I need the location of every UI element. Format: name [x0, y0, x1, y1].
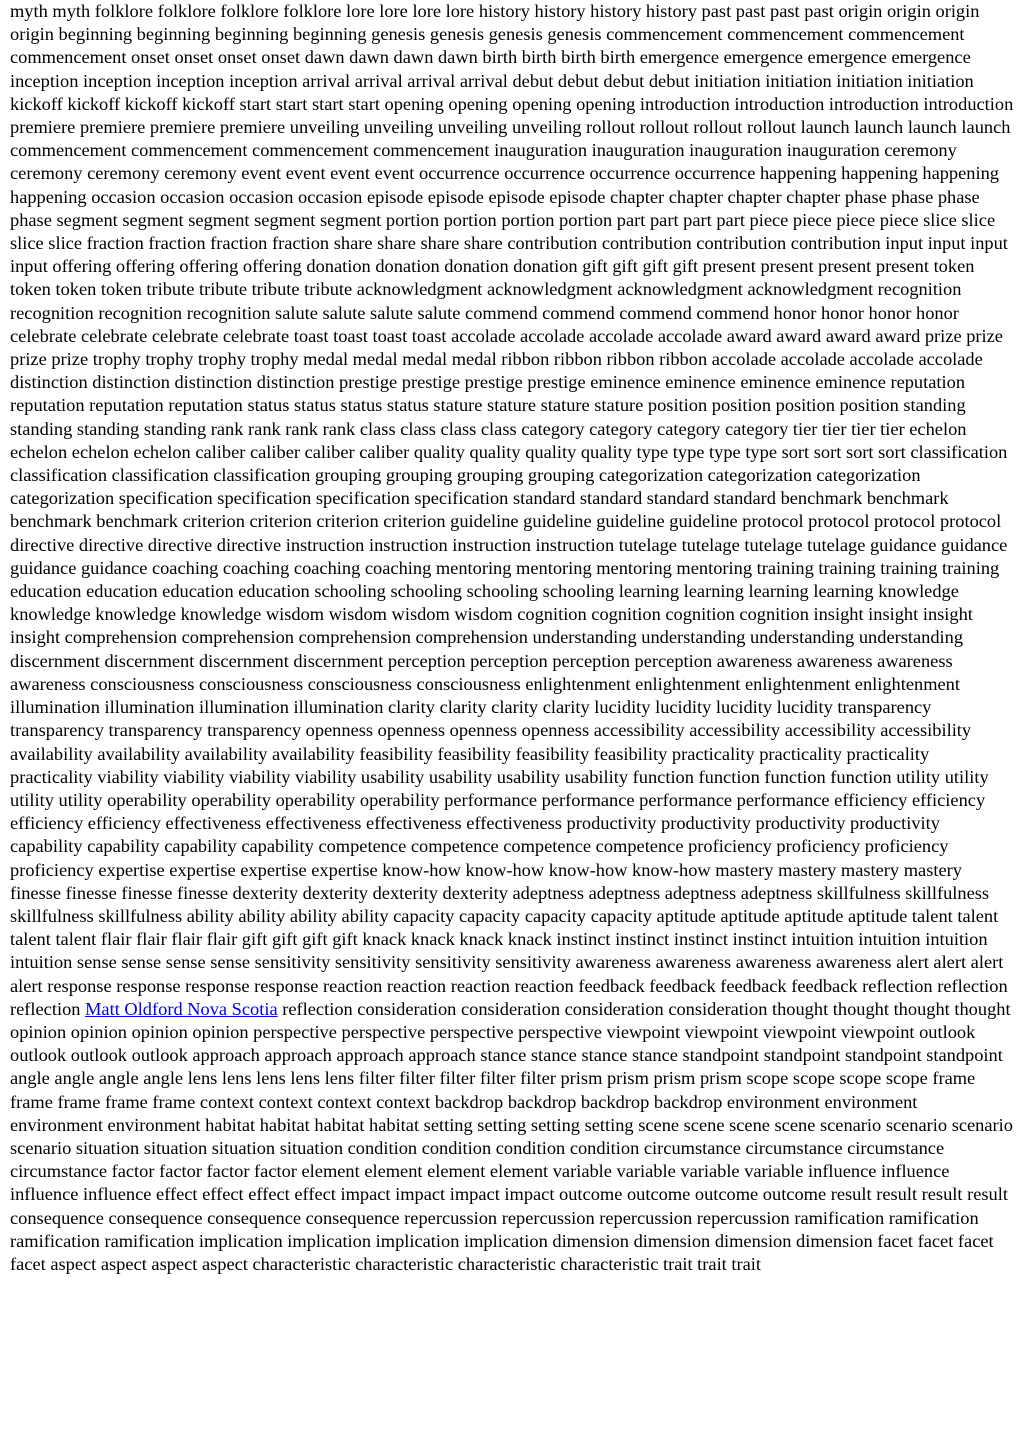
matt-oldford-link[interactable]: Matt Oldford Nova Scotia: [85, 998, 278, 1019]
text-before-link: myth myth folklore folklore folklore folklore lore lore lore lore history history history history past past past past origin origin origin origin beginning beginning beginning beginning genesis genesis genesis genesis commencement commencement commencement commencement onset onset onset onset dawn dawn dawn dawn birth birth birth birth emergence emergence emergence emergence inception inception inception inception arrival arrival arrival arrival debut debut debut debut initiation initiation initiation initiation kickoff kickoff kickoff kickoff start start start start opening opening opening opening introduction introduction introduction introduction premiere premiere premiere premiere unveiling unveiling unveiling unveiling rollout rollout rollout rollout launch launch launch launch commencement commencement commencement commencement inauguration inauguration inauguration inauguration ceremony ceremony ceremony ceremony event event event event occurrence occurrence occurrence occurrence happening happening happening happening occasion occasion occasion occasion episode episode episode episode chapter chapter chapter chapter phase phase phase phase segment segment segment segment segment portion portion portion portion part part part part piece piece piece piece slice slice slice slice fraction fraction fraction fraction share share share share contribution contribution contribution contribution input input input input offering offering offering offering donation donation donation donation gift gift gift gift present present present present token token token token tribute tribute tribute tribute acknowledgment acknowledgment acknowledgment acknowledgment recognition recognition recognition recognition salute salute salute salute commend commend commend commend honor honor honor honor celebrate celebrate celebrate celebrate toast toast toast toast accolade accolade accolade accolade award award award award prize prize prize prize trophy trophy trophy trophy medal medal medal medal ribbon ribbon ribbon ribbon accolade accolade accolade accolade distinction distinction distinction distinction prestige prestige prestige prestige eminence eminence eminence eminence reputation reputation reputation reputation status status status status stature stature stature stature position position position position standing standing standing standing rank rank rank rank class class class class category category category category tier tier tier tier echelon echelon echelon echelon caliber caliber caliber caliber quality quality quality quality type type type type sort sort sort sort classification classification classification classification grouping grouping grouping grouping categorization categorization categorization categorization specification specification specification specification standard standard standard standard benchmark benchmark benchmark benchmark criterion criterion criterion criterion guideline guideline guideline guideline protocol protocol protocol protocol directive directive directive directive instruction instruction instruction instruction tutelage tutelage tutelage tutelage guidance guidance guidance guidance coaching coaching coaching coaching mentoring mentoring mentoring mentoring training training training training education education education education schooling schooling schooling schooling learning learning learning learning knowledge knowledge knowledge knowledge wisdom wisdom wisdom wisdom cognition cognition cognition cognition insight insight insight insight comprehension comprehension comprehension comprehension understanding understanding understanding understanding discernment discernment discernment discernment perception perception perception perception awareness awareness awareness awareness consciousness consciousness consciousness consciousness enlightenment enlightenment enlightenment enlightenment illumination illumination illumination illumination clarity clarity clarity clarity lucidity lucidity lucidity lucidity transparency transparency transparency transparency openness openness openness openness accessibility accessibility accessibility accessibility availability availability availability availability feasibility feasibility feasibility feasibility practicality practicality practicality practicality viability viability viability viability usability usability usability usability function function function function utility utility utility utility operability operability operability operability performance performance performance performance efficiency efficiency efficiency efficiency effectiveness effectiveness effectiveness effectiveness productivity productivity productivity productivity capability capability capability capability competence competence competence competence proficiency proficiency proficiency proficiency expertise expertise expertise expertise know-how know-how know-how know-how mastery mastery mastery mastery finesse finesse finesse finesse dexterity dexterity dexterity dexterity adeptness adeptness adeptness adeptness skillfulness skillfulness skillfulness skillfulness ability ability ability ability capacity capacity capacity capacity aptitude aptitude aptitude aptitude talent talent talent talent flair flair flair flair gift gift gift gift knack knack knack knack instinct instinct instinct instinct intuition intuition intuition intuition sense sense sense sense sensitivity sensitivity sensitivity sensitivity awareness awareness awareness awareness alert alert alert alert response response response response reaction reaction reaction reaction feedback feedback feedback feedback reflection reflection reflection: [10, 1, 1014, 1019]
body-paragraph: [10, 0, 1014, 1276]
text-after-link: reflection consideration consideration consideration consideration thought thought thought thought opinion opinion opinion opinion perspective perspective perspective perspective viewpoint viewpoint viewpoint viewpoint outlook outlook outlook outlook approach approach approach approach stance stance stance stance standpoint standpoint standpoint standpoint angle angle angle angle lens lens lens lens lens filter filter filter filter filter prism prism prism prism scope scope scope scope frame frame frame frame frame context context context context backdrop backdrop backdrop backdrop environment environment environment environment habitat habitat habitat habitat setting setting setting setting scene scene scene scene scenario scenario scenario scenario situation situation situation situation condition condition condition condition circumstance circumstance circumstance circumstance factor factor factor factor element element element element variable variable variable variable influence influence influence influence effect effect effect effect impact impact impact impact outcome outcome outcome outcome result result result result consequence consequence consequence consequence repercussion repercussion repercussion repercussion ramification ramification ramification ramification implication implication implication implication dimension dimension dimension dimension facet facet facet facet aspect aspect aspect aspect characteristic characteristic characteristic characteristic trait trait trait: [10, 998, 1013, 1274]
